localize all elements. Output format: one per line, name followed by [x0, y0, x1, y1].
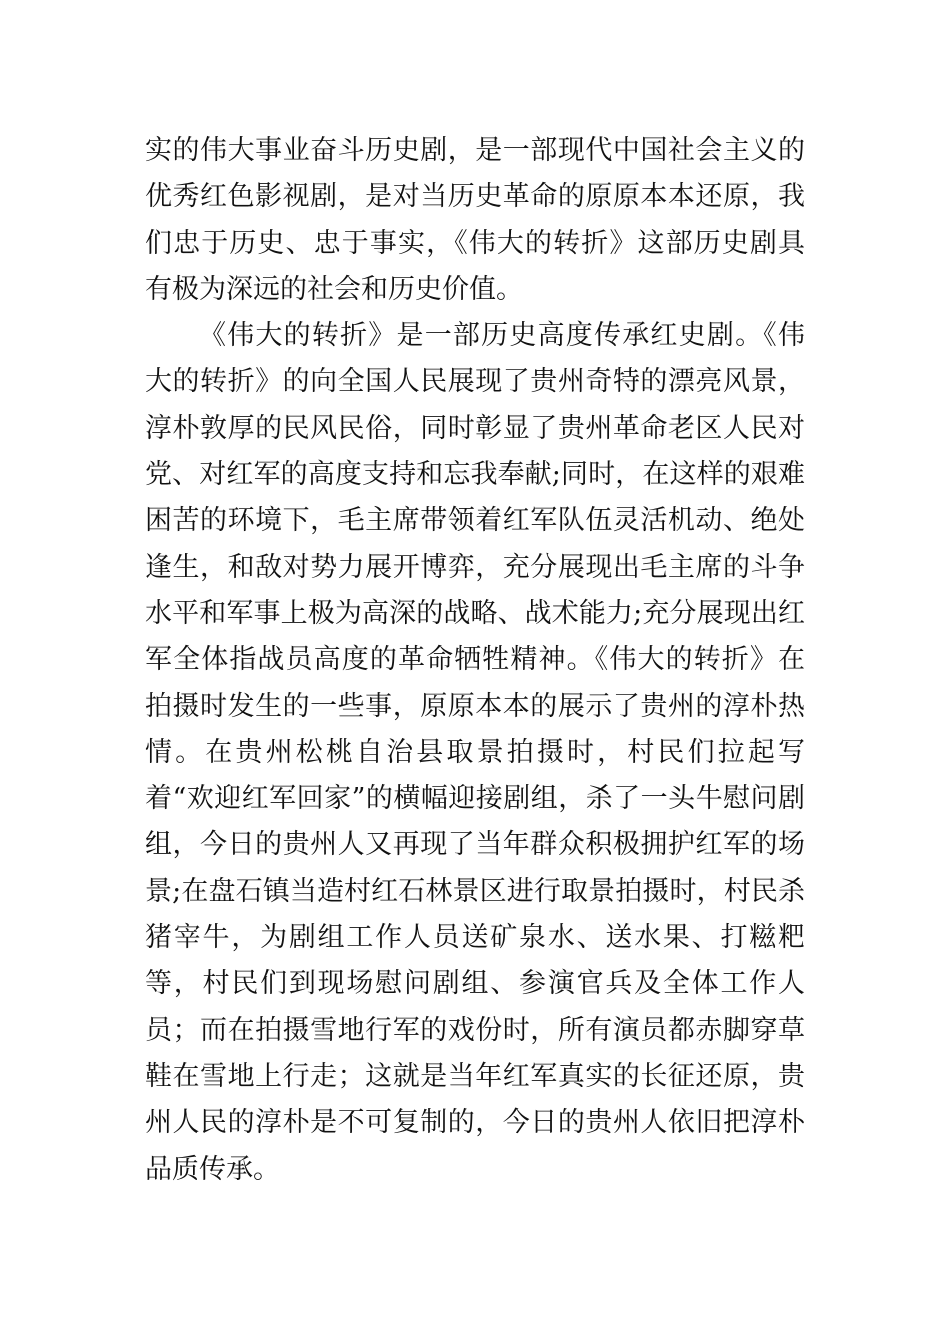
- paragraph-2: 《伟大的转折》是一部历史高度传承红史剧。《伟大的转折》的向全国人民展现了贵州奇特的漂亮风景，淳朴敦厚的民风民俗，同时彰显了贵州革命老区人民对党、对红军的高度支持和忘我奉献;同时，在这样的艰难困苦的环境下，毛主席带领着红军队伍灵活机动、绝处逢生，和敌对势力展开博弈，充分展现出毛主席的斗争水平和军事上极为高深的战略、战术能力;充分展现出红军全体指战员高度的革命牺牲精神。《伟大的转折》在拍摄时发生的一些事，原原本本的展示了贵州的淳朴热情。在贵州松桃自治县取景拍摄时，村民们拉起写着“欢迎红军回家”的横幅迎接剧组，杀了一头牛慰问剧组，今日的贵州人又再现了当年群众积极拥护红军的场景;在盘石镇当造村红石林景区进行取景拍摄时，村民杀猪宰牛，为剧组工作人员送矿泉水、送水果、打糍粑等，村民们到现场慰问剧组、参演官兵及全体工作人员；而在拍摄雪地行军的戏份时，所有演员都赤脚穿草鞋在雪地上行走；这就是当年红军真实的长征还原，贵州人民的淳朴是不可复制的，今日的贵州人依旧把淳朴品质传承。: [145, 320, 805, 1185]
- paragraph-1: 实的伟大事业奋斗历史剧，是一部现代中国社会主义的优秀红色影视剧，是对当历史革命的原原本本还原，我们忠于历史、忠于事实，《伟大的转折》这部历史剧具有极为深远的社会和历史价值。: [145, 135, 805, 305]
- body-text: [145, 128, 805, 1193]
